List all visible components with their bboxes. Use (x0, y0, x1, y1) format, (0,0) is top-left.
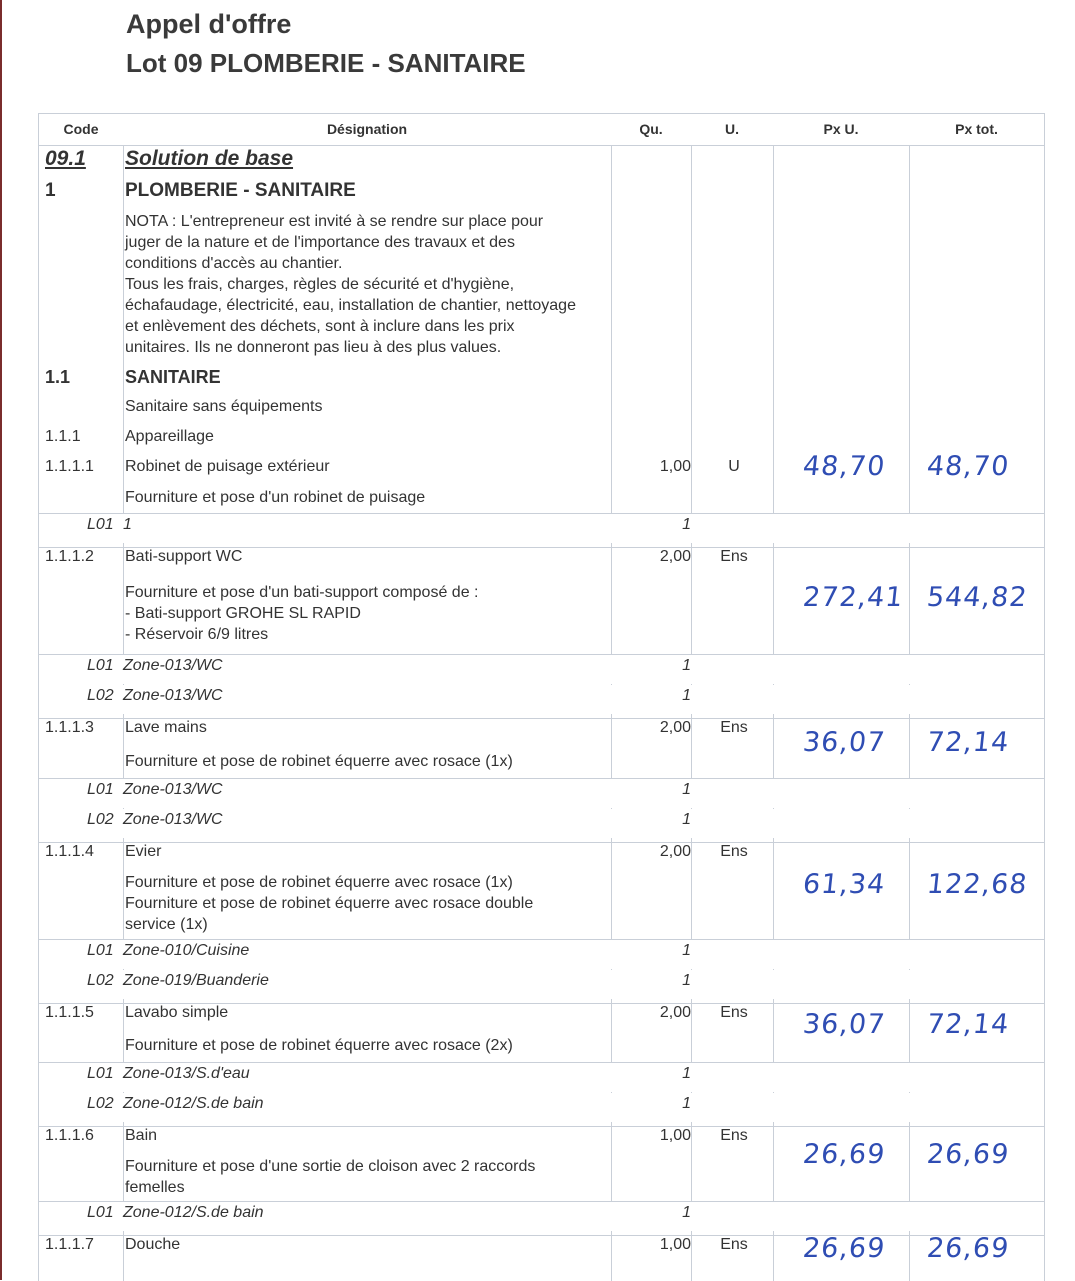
section-1-1-title: SANITAIRE (125, 367, 221, 387)
item-qty: 2,00 (659, 843, 691, 860)
handwritten-total-price: 26,69 (925, 1233, 1011, 1264)
location-qty: 1 (682, 516, 691, 533)
location-qty: 1 (682, 781, 691, 798)
section-1-1-code: 1.1 (45, 367, 71, 387)
location-place: 1 (123, 516, 132, 533)
handwritten-total-price: 122,68 (925, 869, 1030, 900)
handwritten-total-price: 26,69 (925, 1139, 1011, 1170)
nota-line: et enlèvement des déchets, sont à inclure dans les prix (125, 318, 515, 335)
location-place: Zone-012/S.de bain (123, 1095, 264, 1112)
location-qty: 1 (682, 942, 691, 959)
handwritten-total-price: 72,14 (925, 727, 1011, 758)
item-description-line: Fourniture et pose d'un bati-support composé de : (125, 584, 479, 601)
location-place: Zone-013/S.d'eau (123, 1065, 250, 1082)
item-unit: Ens (720, 1004, 748, 1021)
location-id: L02 (87, 687, 114, 704)
handwritten-unit-price: 36,07 (801, 1009, 887, 1040)
item-name: Douche (125, 1236, 181, 1253)
handwritten-unit-price: 26,69 (801, 1233, 887, 1264)
subsection-title: PLOMBERIE - SANITAIRE (125, 180, 356, 201)
section-1-1-1-code: 1.1.1 (45, 428, 81, 445)
location-qty: 1 (682, 811, 691, 828)
item-description-line: - Réservoir 6/9 litres (125, 626, 269, 643)
location-id: L01 (87, 1065, 114, 1082)
item-qty: 1,00 (659, 1127, 691, 1144)
nota-line: NOTA : L'entrepreneur est invité à se rendre sur place pour (125, 213, 544, 230)
item-name: Bati-support WC (125, 548, 243, 565)
price-table (38, 113, 1045, 1281)
col-code-header: Code (39, 114, 123, 146)
location-place: Zone-013/WC (123, 781, 223, 798)
location-id: L02 (87, 1095, 114, 1112)
item-code: 1.1.1.3 (45, 719, 94, 736)
subsection-code: 1 (45, 180, 56, 201)
section-1-1-description: Sanitaire sans équipements (125, 398, 323, 415)
item-name: Lave mains (125, 719, 207, 736)
nota-line: unitaires. Ils ne donneront pas lieu à des plus values. (125, 339, 502, 356)
nota-paragraph (125, 211, 615, 358)
item-description-line: - Bati-support GROHE SL RAPID (125, 605, 361, 622)
location-place: Zone-013/WC (123, 657, 223, 674)
col-pxtot-header: Px tot. (909, 114, 1044, 146)
location-qty: 1 (682, 687, 691, 704)
item-qty: 2,00 (659, 1004, 691, 1021)
handwritten-unit-price: 272,41 (801, 582, 906, 613)
location-row (39, 514, 1044, 543)
location-place: Zone-013/WC (123, 687, 223, 704)
location-place: Zone-019/Buanderie (123, 972, 269, 989)
item-description-line: service (1x) (125, 916, 208, 933)
item-description-line: Fourniture et pose de robinet équerre avec rosace (2x) (125, 1037, 513, 1054)
location-qty: 1 (682, 1065, 691, 1082)
item-code: 1.1.1.1 (45, 458, 94, 475)
location-id: L02 (87, 811, 114, 828)
page-edge (0, 0, 2, 1280)
item-description-line: Fourniture et pose de robinet équerre avec rosace double (125, 895, 534, 912)
item-code: 1.1.1.7 (45, 1236, 94, 1253)
location-qty: 1 (682, 972, 691, 989)
item-code: 1.1.1.4 (45, 843, 94, 860)
row-rule (39, 1235, 1044, 1236)
item-unit: Ens (720, 1127, 748, 1144)
location-id: L02 (87, 972, 114, 989)
handwritten-total-price: 544,82 (925, 582, 1030, 613)
item-name: Evier (125, 843, 162, 860)
row-rule (39, 1126, 1044, 1127)
location-place: Zone-010/Cuisine (123, 942, 250, 959)
location-qty: 1 (682, 1095, 691, 1112)
location-place: Zone-012/S.de bain (123, 1204, 264, 1221)
handwritten-unit-price: 48,70 (801, 451, 887, 482)
col-unit-header: U. (691, 114, 773, 146)
section-code: 09.1 (45, 147, 86, 170)
lot-title: Lot 09 PLOMBERIE - SANITAIRE (126, 48, 526, 78)
nota-line: échafaudage, électricité, eau, installation de chantier, nettoyage (125, 297, 576, 314)
handwritten-total-price: 72,14 (925, 1009, 1011, 1040)
handwritten-unit-price: 61,34 (801, 869, 887, 900)
header-rule (39, 114, 1044, 146)
handwritten-total-price: 48,70 (925, 451, 1011, 482)
item-unit: Ens (720, 719, 748, 736)
item-name: Bain (125, 1127, 158, 1144)
location-id: L01 (87, 942, 114, 959)
item-unit: Ens (720, 548, 748, 565)
section-1-1-1-title: Appareillage (125, 428, 214, 445)
nota-line: Tous les frais, charges, règles de sécurité et d'hygiène, (125, 276, 515, 293)
nota-line: conditions d'accès au chantier. (125, 255, 343, 272)
item-code: 1.1.1.6 (45, 1127, 94, 1144)
item-code: 1.1.1.5 (45, 1004, 94, 1021)
handwritten-unit-price: 26,69 (801, 1139, 887, 1170)
item-description-line: Fourniture et pose d'un robinet de puisage (125, 489, 426, 506)
item-unit: Ens (720, 843, 748, 860)
location-qty: 1 (682, 657, 691, 674)
item-description-line: Fourniture et pose de robinet équerre avec rosace (1x) (125, 753, 513, 770)
location-qty: 1 (682, 1204, 691, 1221)
item-code: 1.1.1.2 (45, 548, 94, 565)
item-qty: 1,00 (659, 1236, 691, 1253)
item-description-line: femelles (125, 1179, 185, 1196)
col-designation-header: Désignation (123, 114, 611, 146)
row-rule (39, 842, 1044, 843)
item-qty: 2,00 (659, 548, 691, 565)
nota-line: juger de la nature et de l'importance des travaux et des (125, 234, 515, 251)
item-description-line: Fourniture et pose d'une sortie de cloison avec 2 raccords (125, 1158, 536, 1175)
col-pxu-header: Px U. (773, 114, 909, 146)
location-id: L01 (87, 657, 114, 674)
section-title: Solution de base (125, 147, 294, 170)
item-unit: U (728, 458, 740, 475)
item-qty: 1,00 (659, 458, 691, 475)
location-id: L01 (87, 1204, 114, 1221)
handwritten-unit-price: 36,07 (801, 727, 887, 758)
location-place: Zone-013/WC (123, 811, 223, 828)
location-id: L01 (87, 781, 114, 798)
item-unit: Ens (720, 1236, 748, 1253)
item-name: Lavabo simple (125, 1004, 229, 1021)
item-description-line: Fourniture et pose de robinet équerre avec rosace (1x) (125, 874, 513, 891)
col-qty-header: Qu. (611, 114, 691, 146)
item-name: Robinet de puisage extérieur (125, 458, 330, 475)
item-qty: 2,00 (659, 719, 691, 736)
location-id: L01 (87, 516, 114, 533)
document-title: Appel d'offre (126, 9, 292, 39)
